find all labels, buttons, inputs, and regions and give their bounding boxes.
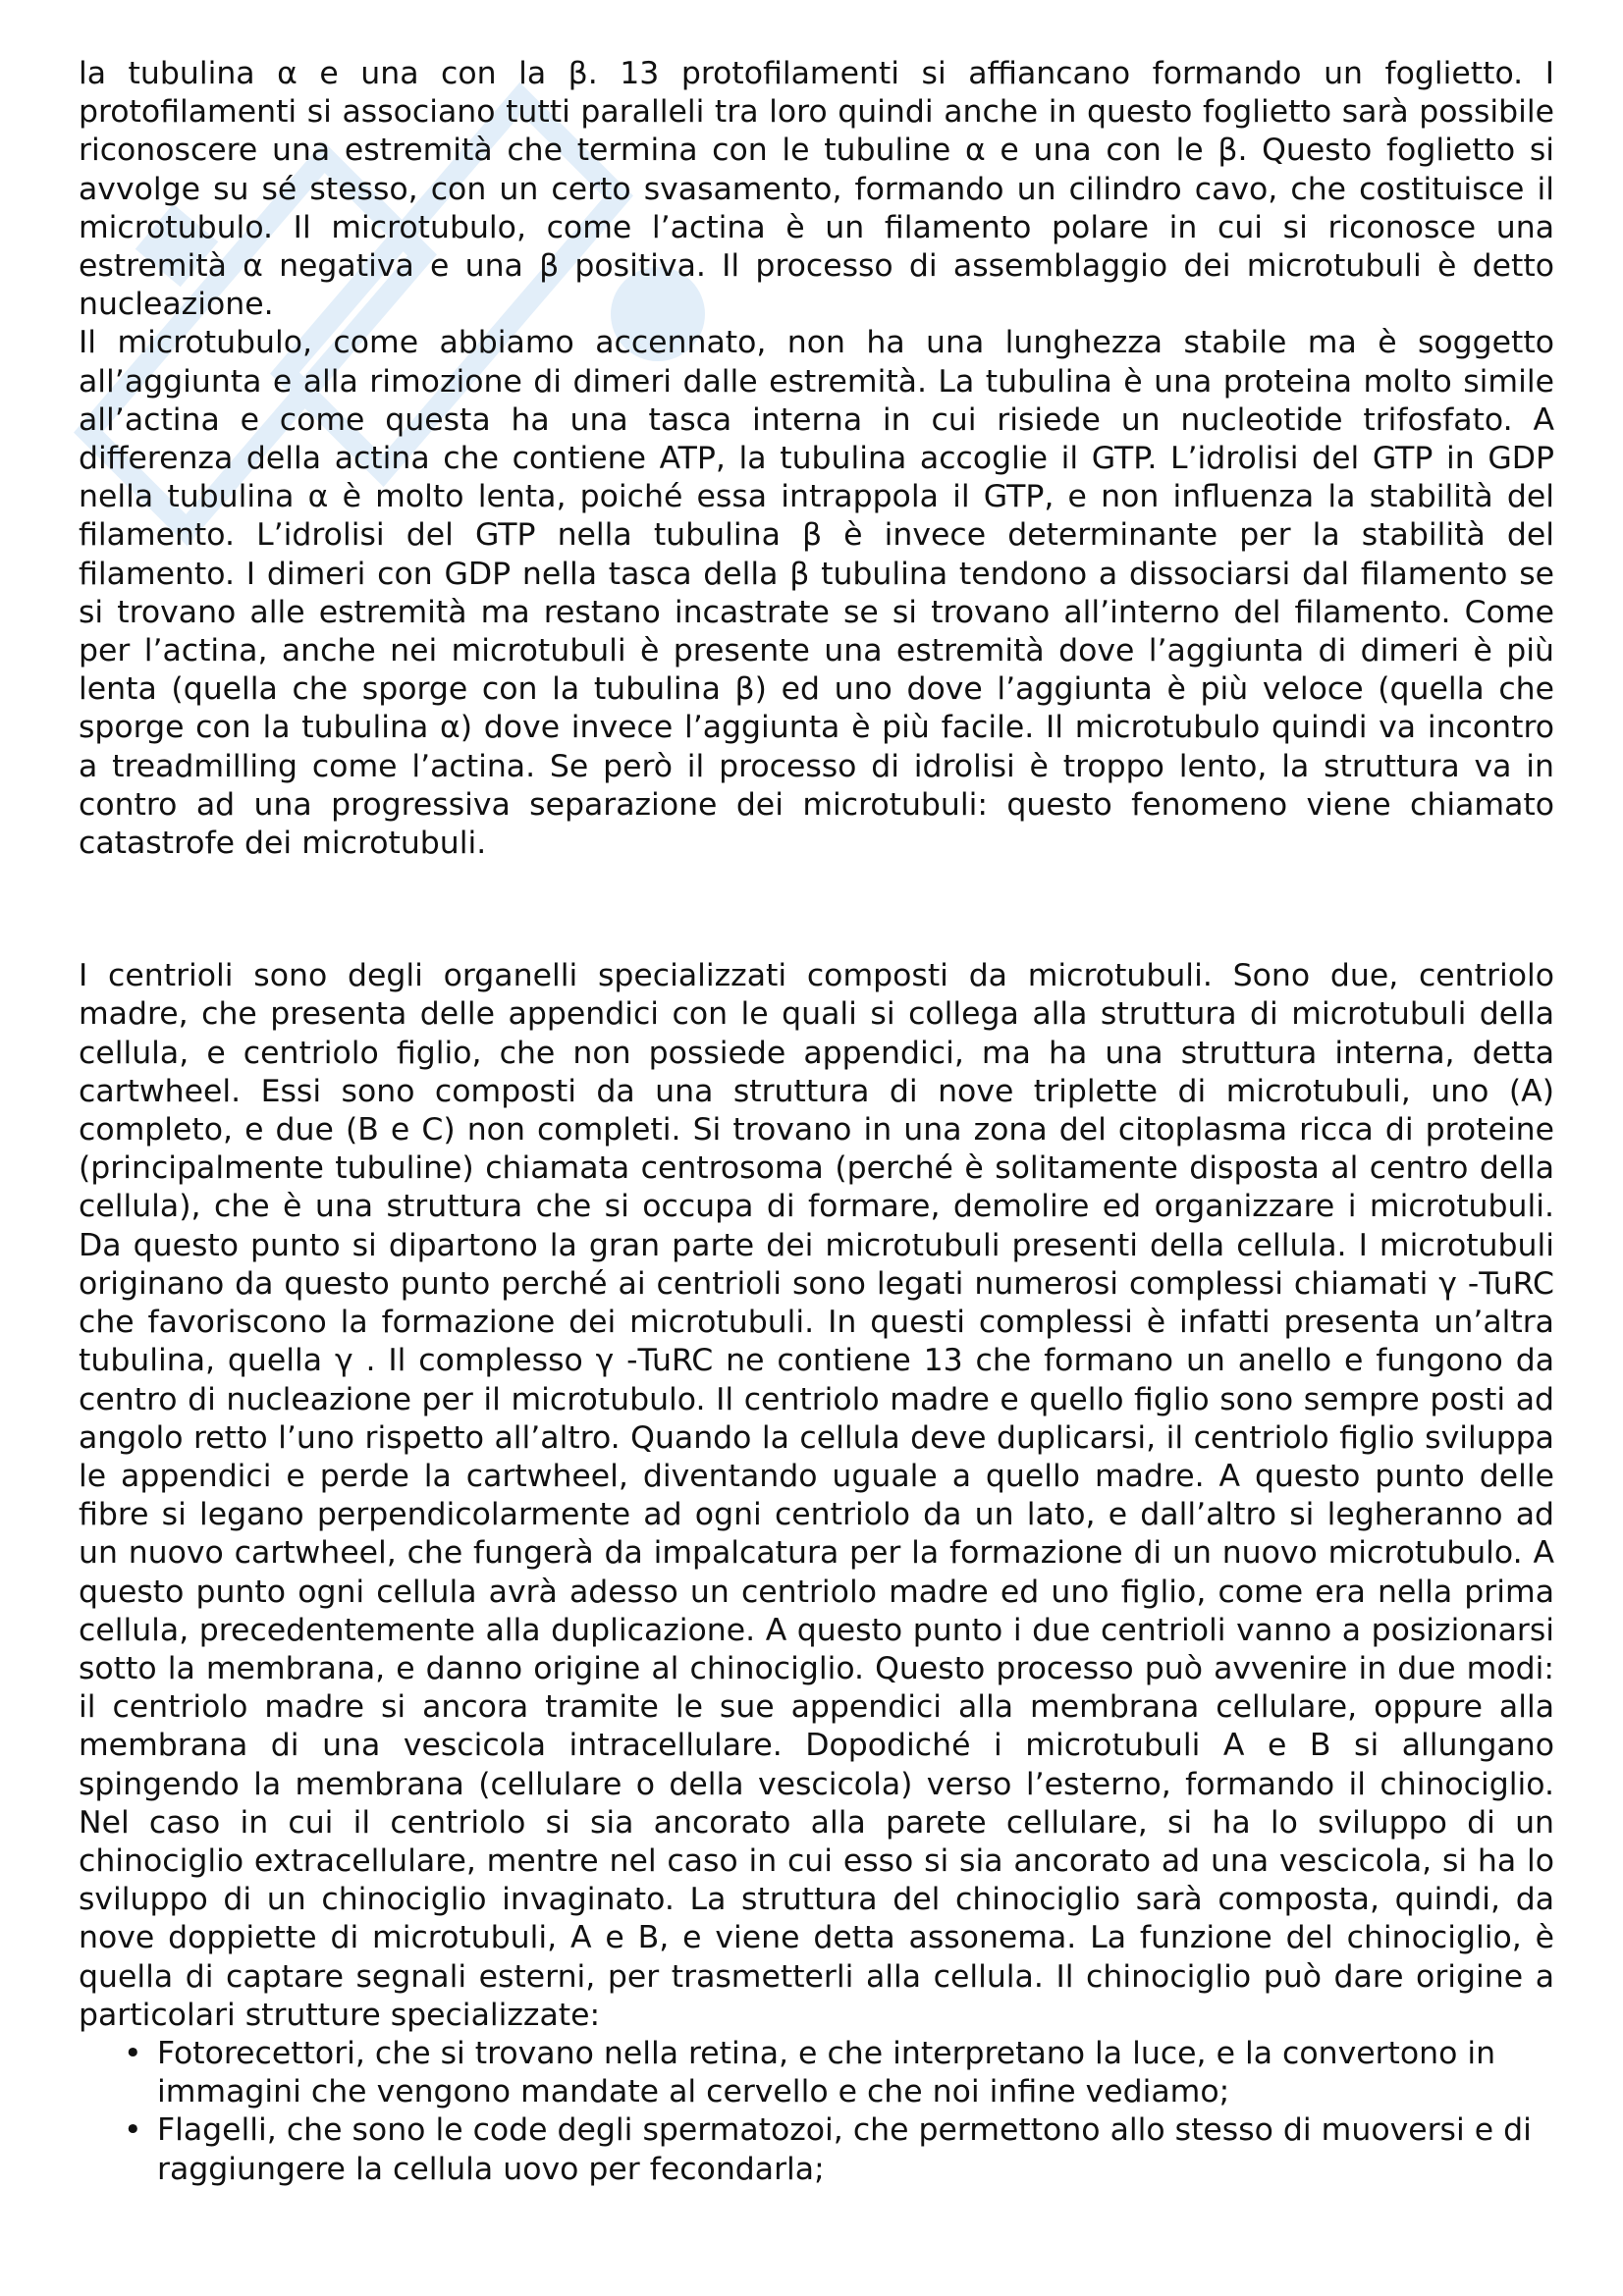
bullet-icon: • — [124, 2112, 142, 2149]
list-item — [79, 2035, 1554, 2111]
bullet-icon: • — [124, 2035, 142, 2071]
bullet-list — [79, 2035, 1554, 2189]
paragraph-centrioles: I centrioli sono degli organelli specializzati composti da microtubuli. Sono due, centriolo madre, che presenta delle appendici con le quali si collega alla struttura di microtubuli della cellula, e centriolo figlio, che non possiede appendici, ma ha una struttura interna, detta cartwheel. Essi sono composti da una struttura di nove triplette di microtubuli, uno (A) completo, e due (B e C) non completi. Si trovano in una zona del citoplasma ricca di proteine (principalmente tubuline) chiamata centrosoma (perché è solitamente disposta al centro della cellula), che è una struttura che si occupa di formare, demolire ed organizzare i microtubuli. Da questo punto si dipartono la gran parte dei microtubuli presenti della cellula. I microtubuli originano da questo punto perché ai centrioli sono legati numerosi complessi chiamati γ -TuRC che favoriscono la formazione dei microtubuli. In questi complessi è infatti presenta un’altra tubulina, quella γ . Il complesso γ -TuRC ne contiene 13 che formano un anello e fungono da centro di nucleazione per il microtubulo. Il centriolo madre e quello figlio sono sempre posti ad angolo retto l’uno rispetto all’altro. Quando la cellula deve duplicarsi, il centriolo figlio sviluppa le appendici e perde la cartwheel, diventando uguale a quello madre. A questo punto delle fibre si legano perpendicolarmente ad ogni centriolo da un lato, e dall’altro si legheranno ad un nuovo cartwheel, che fungerà da impalcatura per la formazione di un nuovo microtubulo. A questo punto ogni cellula avrà adesso un centriolo madre ed uno figlio, come era nella prima cellula, precedentemente alla duplicazione. A questo punto i due centrioli vanno a posizionarsi sotto la membrana, e danno origine al chinociglio. Questo processo può avvenire in due modi: il centriolo madre si ancora tramite le sue appendici alla membrana cellulare, oppure alla membrana di una vescicola intracellulare. Dopodiché i microtubuli A e B si allungano spingendo la membrana (cellulare o della vescicola) verso l’esterno, formando il chinociglio. Nel caso in cui il centriolo si sia ancorato alla parete cellulare, si ha lo sviluppo di un chinociglio extracellulare, mentre nel caso in cui esso si sia ancorato ad una vescicola, si ha lo sviluppo di un chinociglio invaginato. La struttura del chinociglio sarà composta, quindi, da nove doppiette di microtubuli, A e B, e viene detta assonema. La funzione del chinociglio, è quella di captare segnali esterni, per trasmetterli alla cellula. Il chinociglio può dare origine a particolari strutture specializzate: — [79, 958, 1554, 2033]
paragraph-dynamic-instability: Il microtubulo, come abbiamo accennato, non ha una lunghezza stabile ma è soggetto all’aggiunta e alla rimozione di dimeri dalle estremità. La tubulina è una proteina molto simile all’actina e come questa ha una tasca interna in cui risiede un nucleotide trifosfato. A differenza della actina che contiene ATP, la tubulina accoglie il GTP. L’idrolisi del GTP in GDP nella tubulina α è molto lenta, poiché essa intrappola il GTP, e non influenza la stabilità del filamento. L’idrolisi del GTP nella tubulina β è invece determinante per la stabilità del filamento. I dimeri con GDP nella tasca della β tubulina tendono a dissociarsi dal filamento se si trovano alle estremità ma restano incastrate se si trovano all’interno del filamento. Come per l’actina, anche nei microtubuli è presente una estremità dove l’aggiunta di dimeri è più lenta (quella che sporge con la tubulina β) ed uno dove l’aggiunta è più veloce (quella che sporge con la tubulina α) dove invece l’aggiunta è più facile. Il microtubulo quindi va incontro a treadmilling come l’actina. Se però il processo di idrolisi è troppo lento, la struttura va in contro ad una progressiva separazione dei microtubuli: questo fenomeno viene chiamato catastrofe dei microtubuli. — [79, 325, 1554, 862]
list-item-text: Fotorecettori, che si trovano nella retina, e che interpretano la luce, e la convertono in immagini che vengono mandate al cervello e che noi infine vediamo; — [157, 2035, 1496, 2110]
document-body — [79, 55, 1554, 2189]
list-item-text: Flagelli, che sono le code degli spermatozoi, che permettono allo stesso di muoversi e di raggiungere la cellula uovo per fecondarla; — [157, 2112, 1532, 2187]
paragraph-nucleation: la tubulina α e una con la β. 13 protofilamenti si affiancano formando un foglietto. I protofilamenti si associano tutti paralleli tra loro quindi anche in questo foglietto sarà possibile riconoscere una estremità che termina con le tubuline α e una con le β. Questo foglietto si avvolge su sé stesso, con un certo svasamento, formando un cilindro cavo, che costituisce il microtubulo. Il microtubulo, come l’actina è un filamento polare in cui si riconosce una estremità α negativa e una β positiva. Il processo di assemblaggio dei microtubuli è detto nucleazione. — [79, 56, 1554, 323]
section-spacer — [79, 863, 1554, 957]
list-item — [79, 2111, 1554, 2188]
